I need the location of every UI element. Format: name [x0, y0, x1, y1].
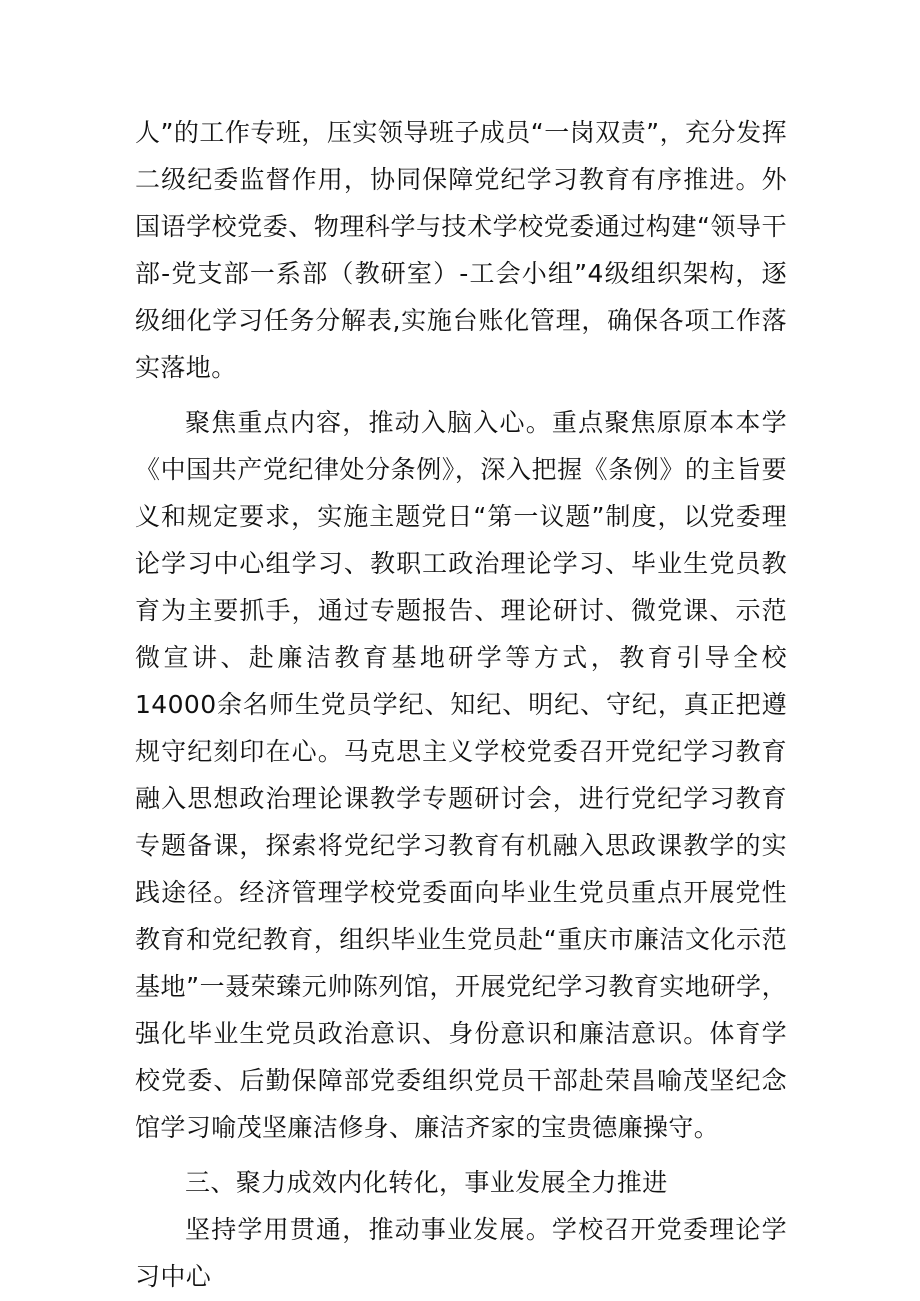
document-body — [135, 109, 787, 1300]
paragraph-2: 聚焦重点内容，推动入脑入心。重点聚焦原原本本学《中国共产党纪律处分条例》，深入把握《条例》的主旨要义和规定要求，实施主题党日“第一议题”制度，以党委理论学习中心组学习、教职工政治理论学习、毕业生党员教育为主要抓手，通过专题报告、理论研讨、微党课、示范微宣讲、赴廉洁教育基地研学等方式，教育引导全校14000余名师生党员学纪、知纪、明纪、守纪，真正把遵规守纪刻印在心。马克思主义学校党委召开党纪学习教育融入思想政治理论课教学专题研讨会，进行党纪学习教育专题备课，探索将党纪学习教育有机融入思政课教学的实践途径。经济管理学校党委面向毕业生党员重点开展党性教育和党纪教育，组织毕业生党员赴“重庆市廉洁文化示范基地”一聂荣臻元帅陈列馆，开展党纪学习教育实地研学，强化毕业生党员政治意识、身份意识和廉洁意识。体育学校党委、后勤保障部党委组织党员干部赴荣昌喻茂坚纪念馆学习喻茂坚廉洁修身、廉洁齐家的宝贵德廉操守。 — [135, 408, 787, 1142]
paragraph-1: 人”的工作专班，压实领导班子成员“一岗双责”，充分发挥二级纪委监督作用，协同保障党纪学习教育有序推进。外国语学校党委、物理科学与技术学校党委通过构建“领导干部-党支部一系部（教研室）-工会小组”4级组织架构，逐级细化学习任务分解表,实施台账化管理，确保各项工作落实落地。 — [135, 118, 787, 382]
paragraph-4: 坚持学用贯通，推动事业发展。学校召开党委理论学习中心 — [135, 1215, 787, 1291]
section-heading-3: 三、聚力成效内化转化，事业发展全力推进 — [185, 1168, 668, 1197]
